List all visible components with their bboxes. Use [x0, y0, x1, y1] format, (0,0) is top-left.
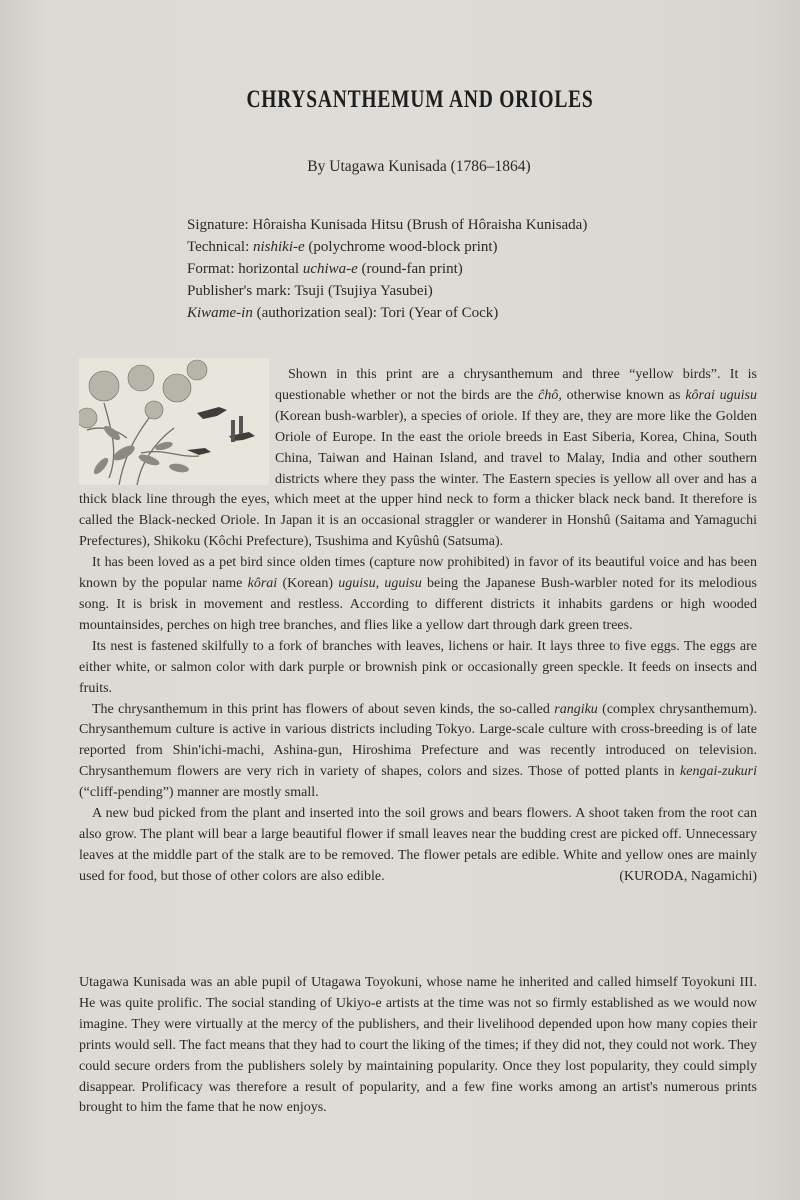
paragraph-3: Its nest is fastened skilfully to a fork of branches with leaves, lichens or hair. It lays three to five eggs. The eggs are either white, or salmon color with dark purple or brownish pink or occasionally green speckle. It feeds on insects and fruits.	[79, 638, 757, 696]
biography-paragraph: Utagawa Kunisada was an able pupil of Utagawa Toyokuni, whose name he inherited and called himself Toyokuni III. He was quite prolific. The social standing of Ukiyo-e artists at the time was not so firmly established as we would now imagine. They were virtually at the mercy of the publishers, and their livelihood depended upon how many copies their prints would sell. The fact means that they had to court the liking of the times; if they did not, they could not work. They could secure orders from the publishers solely by maintaining popularity. Once they lost popularity, they could simply disappear. Prolificacy was therefore a result of popularity, and a few fine works among an artist's numerous prints brought to him the fame that he now enjoys.	[79, 975, 757, 1116]
publisher-label: Publisher's mark:	[187, 283, 291, 299]
publisher-line	[187, 280, 587, 302]
paragraph-5: A new bud picked from the plant and inserted into the soil grows and bears flowers. A shoot taken from the root can also grow. The plant will bear a large beautiful flower if small leaves near the budding crest are picked off. Unnecessary leaves at the middle part of the stalk are to be removed. The flower petals are edible. White and yellow ones are mainly used for food, but those of other colors are also edible.	[79, 806, 757, 884]
page-title: CHRYSANTHEMUM AND ORIOLES	[246, 86, 594, 113]
author-credit: (KURODA, Nagamichi)	[619, 868, 757, 884]
format-label: Format: horizontal	[187, 261, 300, 277]
signature-label: Signature:	[187, 217, 249, 233]
print-metadata	[187, 214, 587, 324]
technical-value: (polychrome wood-block print)	[308, 239, 498, 255]
seal-value: (authorization seal): Tori (Year of Cock)	[256, 305, 499, 321]
technical-term: nishiki-e	[253, 239, 305, 255]
byline: By Utagawa Kunisada (1786–1864)	[307, 158, 531, 175]
seal-term: Kiwame-in	[187, 305, 253, 321]
signature-line	[187, 214, 587, 236]
publisher-value: Tsuji (Tsujiya Yasubei)	[294, 283, 433, 299]
artist-biography	[79, 973, 757, 1119]
format-term: uchiwa-e	[302, 261, 358, 277]
paragraph-1: Shown in this print are a chrysanthemum and three “yellow birds”. It is questionable whether or not the birds are the ĉhô, otherwise known as kôrai uguisu (Korean bush-warbler), a species of oriole. If they are, they are more like the Golden Oriole of Europe. In the east the oriole breeds in East Siberia, Korea, China, South China, Taiwan and Hainan Island, and travel to Malay, India and other southern districts where they pass the winter. The Eastern species is yellow all over and has a thick black line through the eyes, which meet at the upper hind neck to form a thicker black neck band. It therefore is called the Black-necked Oriole. In Japan it is an occasional straggler or wanderer in Honshû (Saitama and Yamaguchi Prefectures), Shikoku (Kôchi Prefecture), Tsushima and Kyûshû (Satsuma).	[79, 367, 758, 550]
paragraph-4: The chrysanthemum in this print has flowers of about seven kinds, the so-called rangiku (complex chrysanthemum). Chrysanthemum culture is active in various districts including Tokyo. Large-scale culture with cross-breeding is of late reported from Shin'ichi-machi, Ashina-gun, Hiroshima Prefecture and was recently introduced on television. Chrysanthemum flowers are very rich in variety of shapes, colors and sizes. Those of potted plants in kengai-zukuri (“cliff-pending”) manner are mostly small.	[79, 701, 757, 801]
technical-line	[187, 236, 587, 258]
seal-line	[187, 302, 587, 324]
signature-value: Hôraisha Kunisada Hitsu (Brush of Hôraisha Kunisada)	[252, 217, 588, 233]
paragraph-2: It has been loved as a pet bird since olden times (capture now prohibited) in favor of its beautiful voice and has been known by the popular name kôrai (Korean) uguisu, uguisu being the Japanese Bush-warbler noted for its melodious song. It is brisk in movement and restless. According to different districts it inhabits gardens or high wooded mountainsides, perches on high tree branches, and flies like a yellow dart through dark green trees.	[79, 555, 757, 633]
technical-label: Technical:	[187, 239, 250, 255]
format-value: (round-fan print)	[361, 261, 463, 277]
format-line	[187, 258, 587, 280]
article-body	[79, 365, 757, 888]
